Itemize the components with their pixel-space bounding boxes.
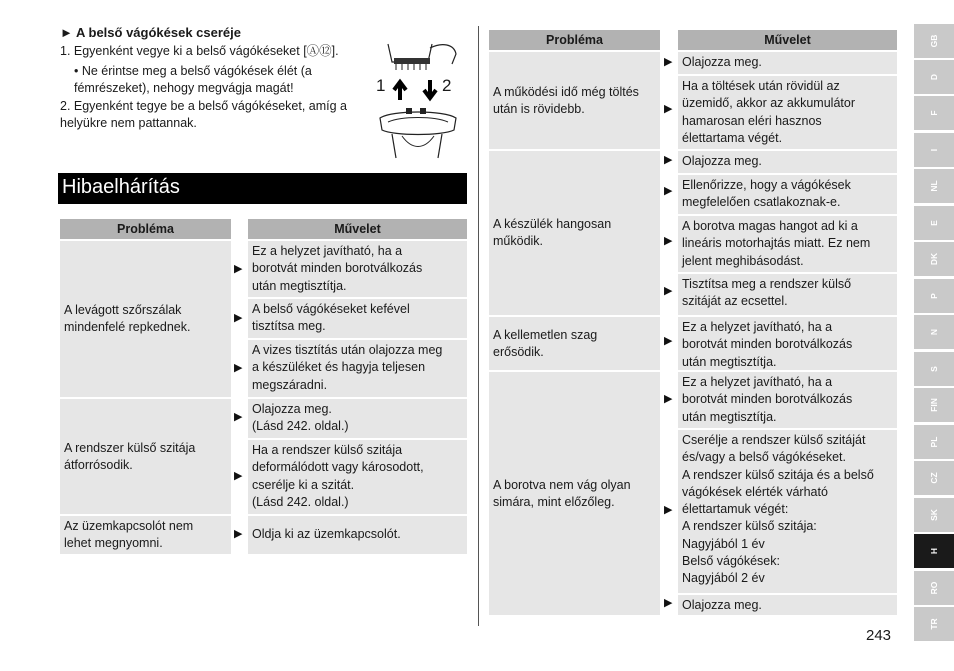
- lang-tab-d[interactable]: D: [914, 60, 954, 94]
- lang-tab-s[interactable]: S: [914, 352, 954, 386]
- right-problem-3: A kellemetlen szag erősödik.: [489, 317, 660, 370]
- arrow-icon: ▶: [234, 411, 243, 423]
- right-action-2-4: Tisztítsa meg a rendszer külső szitáját az ecsettel.: [678, 274, 897, 315]
- arrow-icon: ▶: [664, 56, 673, 68]
- arrow-icon: ▶: [234, 470, 243, 482]
- step-1: 1. Egyenként vegye ki a belső vágókéseket [Ⓐ⑫].: [60, 44, 339, 58]
- arrow-icon: ▶: [664, 504, 673, 516]
- left-action-2-1: Olajozza meg. (Lásd 242. oldal.): [248, 399, 467, 438]
- lang-tab-nl[interactable]: NL: [914, 169, 954, 203]
- arrow-icon: ▶: [664, 154, 673, 166]
- left-header-action: Művelet: [248, 219, 467, 239]
- illustration-label-1: 1: [376, 76, 386, 95]
- lang-tab-f[interactable]: F: [914, 96, 954, 130]
- lang-tab-e[interactable]: E: [914, 206, 954, 240]
- arrow-icon: ▶: [664, 335, 673, 347]
- left-problem-2: A rendszer külső szitája átforrósodik.: [60, 399, 231, 514]
- lang-tab-n[interactable]: N: [914, 315, 954, 349]
- left-header-problem: Probléma: [60, 219, 231, 239]
- right-action-3-1: Ez a helyzet javítható, ha a borotvát minden borotválkozás után megtisztítja.: [678, 317, 897, 370]
- right-action-2-2: Ellenőrizze, hogy a vágókések megfelelően csatlakoznak-e.: [678, 175, 897, 214]
- arrow-icon: ▶: [664, 235, 673, 247]
- lang-tab-sk[interactable]: SK: [914, 498, 954, 532]
- left-problem-3: Az üzemkapcsolót nem lehet megnyomni.: [60, 516, 231, 554]
- right-action-4-1: Ez a helyzet javítható, ha a borotvát minden borotválkozás után megtisztítja.: [678, 372, 897, 428]
- left-problem-1: A levágott szőrszálak mindenfelé repkednek.: [60, 241, 231, 397]
- right-action-4-3: Olajozza meg.: [678, 595, 897, 615]
- heading-text: Hibaelhárítás: [62, 176, 180, 198]
- lang-tab-ro[interactable]: RO: [914, 571, 954, 605]
- section-title: ► A belső vágókések cseréje: [60, 25, 242, 40]
- step-2: 2. Egyenként tegye be a belső vágókéseket, amíg a helyükre nem pattannak.: [60, 99, 347, 130]
- left-action-1-3: A vizes tisztítás után olajozza meg a készüléket és hagyja teljesen megszáradni.: [248, 340, 467, 397]
- right-header-problem: Probléma: [489, 30, 660, 50]
- right-action-4-2: Cserélje a rendszer külső szitáját és/vagy a belső vágókéseket. A rendszer külső szitája és a belső vágókések elérték várható élettartamuk végét: A rendszer külső szitája: Nagyjából 1 év Belső vágókések: Nagyjából 2 év: [678, 430, 897, 593]
- lang-tab-i[interactable]: I: [914, 133, 954, 167]
- arrow-icon: ▶: [234, 263, 243, 275]
- right-action-2-3: A borotva magas hangot ad ki a lineáris motorhajtás miatt. Ez nem jelent meghibásodást.: [678, 216, 897, 272]
- right-action-1-2: Ha a töltések után rövidül az üzemidő, akkor az akkumulátor hamarosan eléri hasznos élettartama végét.: [678, 76, 897, 149]
- lang-tab-h-active[interactable]: H: [914, 534, 954, 568]
- troubleshooting-heading: [58, 173, 467, 204]
- lang-tab-dk[interactable]: DK: [914, 242, 954, 276]
- arrow-icon: ▶: [664, 185, 673, 197]
- right-problem-2: A készülék hangosan működik.: [489, 151, 660, 315]
- lang-tab-cz[interactable]: CZ: [914, 461, 954, 495]
- arrow-icon: ▶: [234, 312, 243, 324]
- left-action-2-2: Ha a rendszer külső szitája deformálódott vagy károsodott, cserélje ki a szitát. (Lásd 242. oldal.): [248, 440, 467, 514]
- lang-tab-pl[interactable]: PL: [914, 425, 954, 459]
- right-header-action: Művelet: [678, 30, 897, 50]
- lang-tab-gb[interactable]: GB: [914, 24, 954, 58]
- arrow-icon: ▶: [664, 393, 673, 405]
- left-action-1-1: Ez a helyzet javítható, ha a borotvát minden borotválkozás után megtisztítja.: [248, 241, 467, 297]
- right-action-1-1: Olajozza meg.: [678, 52, 897, 74]
- lang-tab-fin[interactable]: FIN: [914, 388, 954, 422]
- left-action-3-1: Oldja ki az üzemkapcsolót.: [248, 516, 467, 554]
- arrow-icon: ▶: [664, 285, 673, 297]
- page-number: 243: [866, 627, 892, 644]
- arrow-icon: ▶: [234, 362, 243, 374]
- step-1-warning: • Ne érintse meg a belső vágókések élét (a fémrészeket), nehogy megvágja magát!: [74, 64, 312, 95]
- right-problem-4: A borotva nem vág olyan simára, mint előzőleg.: [489, 372, 660, 615]
- column-divider: [478, 26, 479, 626]
- inner-blade-illustration: [372, 40, 464, 160]
- arrow-icon: ▶: [234, 528, 243, 540]
- arrow-icon: ▶: [664, 103, 673, 115]
- right-action-2-1: Olajozza meg.: [678, 151, 897, 173]
- illustration-label-2: 2: [442, 76, 452, 95]
- right-problem-1: A működési idő még töltés után is rövidebb.: [489, 52, 660, 149]
- lang-tab-p[interactable]: P: [914, 279, 954, 313]
- lang-tab-tr[interactable]: TR: [914, 607, 954, 641]
- arrow-icon: ▶: [664, 597, 673, 609]
- left-action-1-2: A belső vágókéseket kefével tisztítsa meg.: [248, 299, 467, 338]
